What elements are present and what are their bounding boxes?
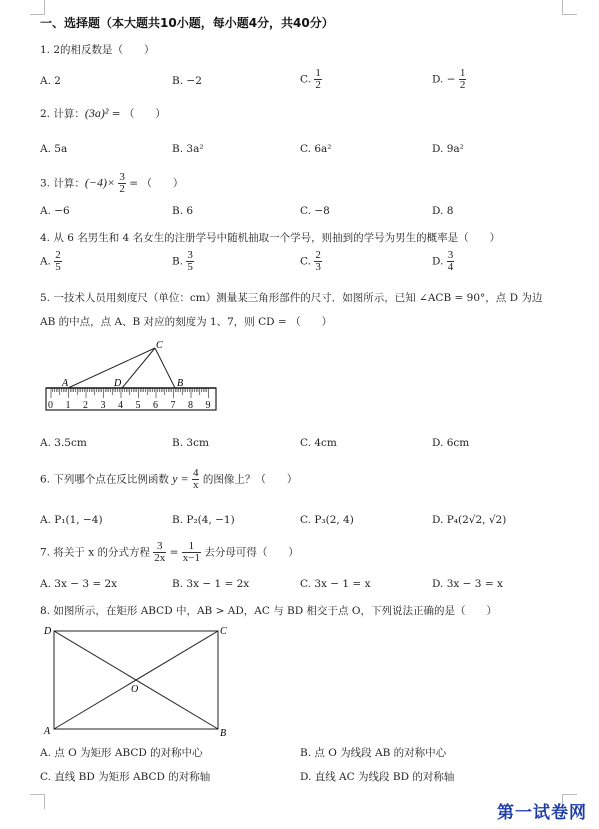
question-6-option-c: C. P₃(2, 4) — [300, 514, 354, 526]
question-6-stem: 6. 下列哪个点在反比例函数 y = $\frac{4}{x}$ 的图像上？（ ） — [40, 467, 298, 491]
question-8-option-a: A. 点 O 为矩形 ABCD 的对称中心 — [40, 747, 203, 759]
ruler-number: 0 — [48, 400, 53, 411]
ruler-numbers — [48, 400, 211, 411]
question-3-option-d: D. 8 — [432, 205, 454, 217]
corner-mark-top-right — [562, 0, 577, 15]
label-c: C — [220, 626, 227, 637]
question-7-option-b: B. 3x − 1 = 2x — [172, 578, 250, 590]
question-1-option-c: C. $\frac{1}{2}$ — [300, 67, 321, 91]
label-c: C — [156, 340, 163, 351]
question-5-option-d: D. 6cm — [432, 437, 470, 449]
question-8-rectangle-figure — [40, 622, 240, 740]
segment-cd — [122, 348, 155, 388]
question-7-option-a: A. 3x − 3 = 2x — [40, 578, 118, 590]
ruler-number: 3 — [100, 400, 106, 411]
corner-mark-bottom-left — [30, 794, 45, 809]
question-6-option-d: D. P₄(2√2, √2) — [432, 514, 507, 526]
ruler-number: 6 — [153, 400, 158, 411]
question-2-stem: 2. 计算：(3a)² = （ ） — [40, 106, 166, 120]
ruler-number: 7 — [170, 400, 176, 411]
ruler-number: 2 — [83, 400, 88, 411]
ruler-number: 5 — [135, 400, 141, 411]
question-5-stem-line-2: AB 的中点，点 A、B 对应的刻度为 1、7，则 CD = （ ） — [40, 316, 333, 328]
question-7-option-d: D. 3x − 3 = x — [432, 578, 503, 590]
question-8-option-d: D. 直线 AC 为线段 BD 的对称轴 — [300, 771, 455, 783]
ruler-number: 8 — [188, 400, 193, 411]
ruler-ticks — [51, 388, 209, 398]
question-6-option-b: B. P₂(4, −1) — [172, 514, 235, 526]
question-1-stem: 1. 2的相反数是（ ） — [40, 44, 155, 56]
label-a: A — [62, 378, 69, 389]
question-2-option-a: A. 5a — [40, 143, 68, 155]
question-4-option-d: D. $\frac{3}{4}$ — [432, 249, 454, 273]
ruler-number: 9 — [205, 400, 211, 411]
question-5-option-b: B. 3cm — [172, 437, 209, 449]
question-2-option-b: B. 3a² — [172, 143, 204, 155]
question-5-option-c: C. 4cm — [300, 437, 337, 449]
question-4-stem: 4. 从 6 名男生和 4 名女生的注册学号中随机抽取一个学号，则抽到的学号为男生的概率是（ ） — [40, 232, 501, 244]
question-2-option-d: D. 9a² — [432, 143, 464, 155]
question-3-option-a: A. −6 — [40, 205, 70, 217]
question-4-option-b: B. $\frac{3}{5}$ — [172, 249, 193, 273]
question-8-option-c: C. 直线 BD 为矩形 ABCD 的对称轴 — [40, 771, 211, 783]
question-5-option-a: A. 3.5cm — [40, 437, 87, 449]
label-a: A — [44, 726, 51, 737]
ruler-number: 1 — [65, 400, 71, 411]
question-7-option-c: C. 3x − 1 = x — [300, 578, 371, 590]
question-3-stem: 3. 计算：(−4)× $\frac{3}{2}$ = （ ） — [40, 171, 184, 195]
footer-brand-logo: 第一试卷网 — [497, 803, 587, 823]
question-5-stem-line-1: 5. 一技术人员用刻度尺（单位：cm）测量某三角形部件的尺寸．如图所示，已知 ∠ACB = 90°，点 D 为边 — [40, 292, 543, 304]
ruler-number: 4 — [118, 400, 123, 411]
triangle-side-ac — [68, 348, 155, 388]
question-4-option-a: A. $\frac{2}{5}$ — [40, 249, 61, 273]
label-d: D — [114, 378, 122, 389]
question-4-option-c: C. $\frac{2}{3}$ — [300, 249, 321, 273]
corner-mark-top-left — [30, 0, 45, 15]
label-b: B — [177, 378, 184, 389]
question-1-option-b: B. −2 — [172, 75, 202, 87]
label-d: D — [44, 626, 52, 637]
question-7-stem: 7. 将关于 x 的分式方程 $\frac{3}{2x}$ = $\frac{1}{x-1}$ 去分母可得（ ） — [40, 540, 299, 564]
question-8-option-b: B. 点 O 为线段 AB 的对称中心 — [300, 747, 447, 759]
label-b: B — [220, 728, 227, 739]
label-o: O — [131, 684, 139, 695]
section-title: 一、选择题（本大题共10小题，每小题4分，共40分） — [40, 16, 334, 30]
question-1-option-a: A. 2 — [40, 75, 61, 87]
question-1-option-d: D. − $\frac{1}{2}$ — [432, 67, 466, 91]
question-8-stem: 8. 如图所示，在矩形 ABCD 中，AB > AD，AC 与 BD 相交于点 O，下列说法正确的是（ ） — [40, 605, 497, 617]
question-6-option-a: A. P₁(1, −4) — [40, 514, 103, 526]
question-3-option-c: C. −8 — [300, 205, 330, 217]
question-5-ruler-figure — [40, 338, 230, 418]
triangle-side-bc — [155, 348, 175, 388]
question-3-option-b: B. 6 — [172, 205, 194, 217]
question-2-option-c: C. 6a² — [300, 143, 332, 155]
